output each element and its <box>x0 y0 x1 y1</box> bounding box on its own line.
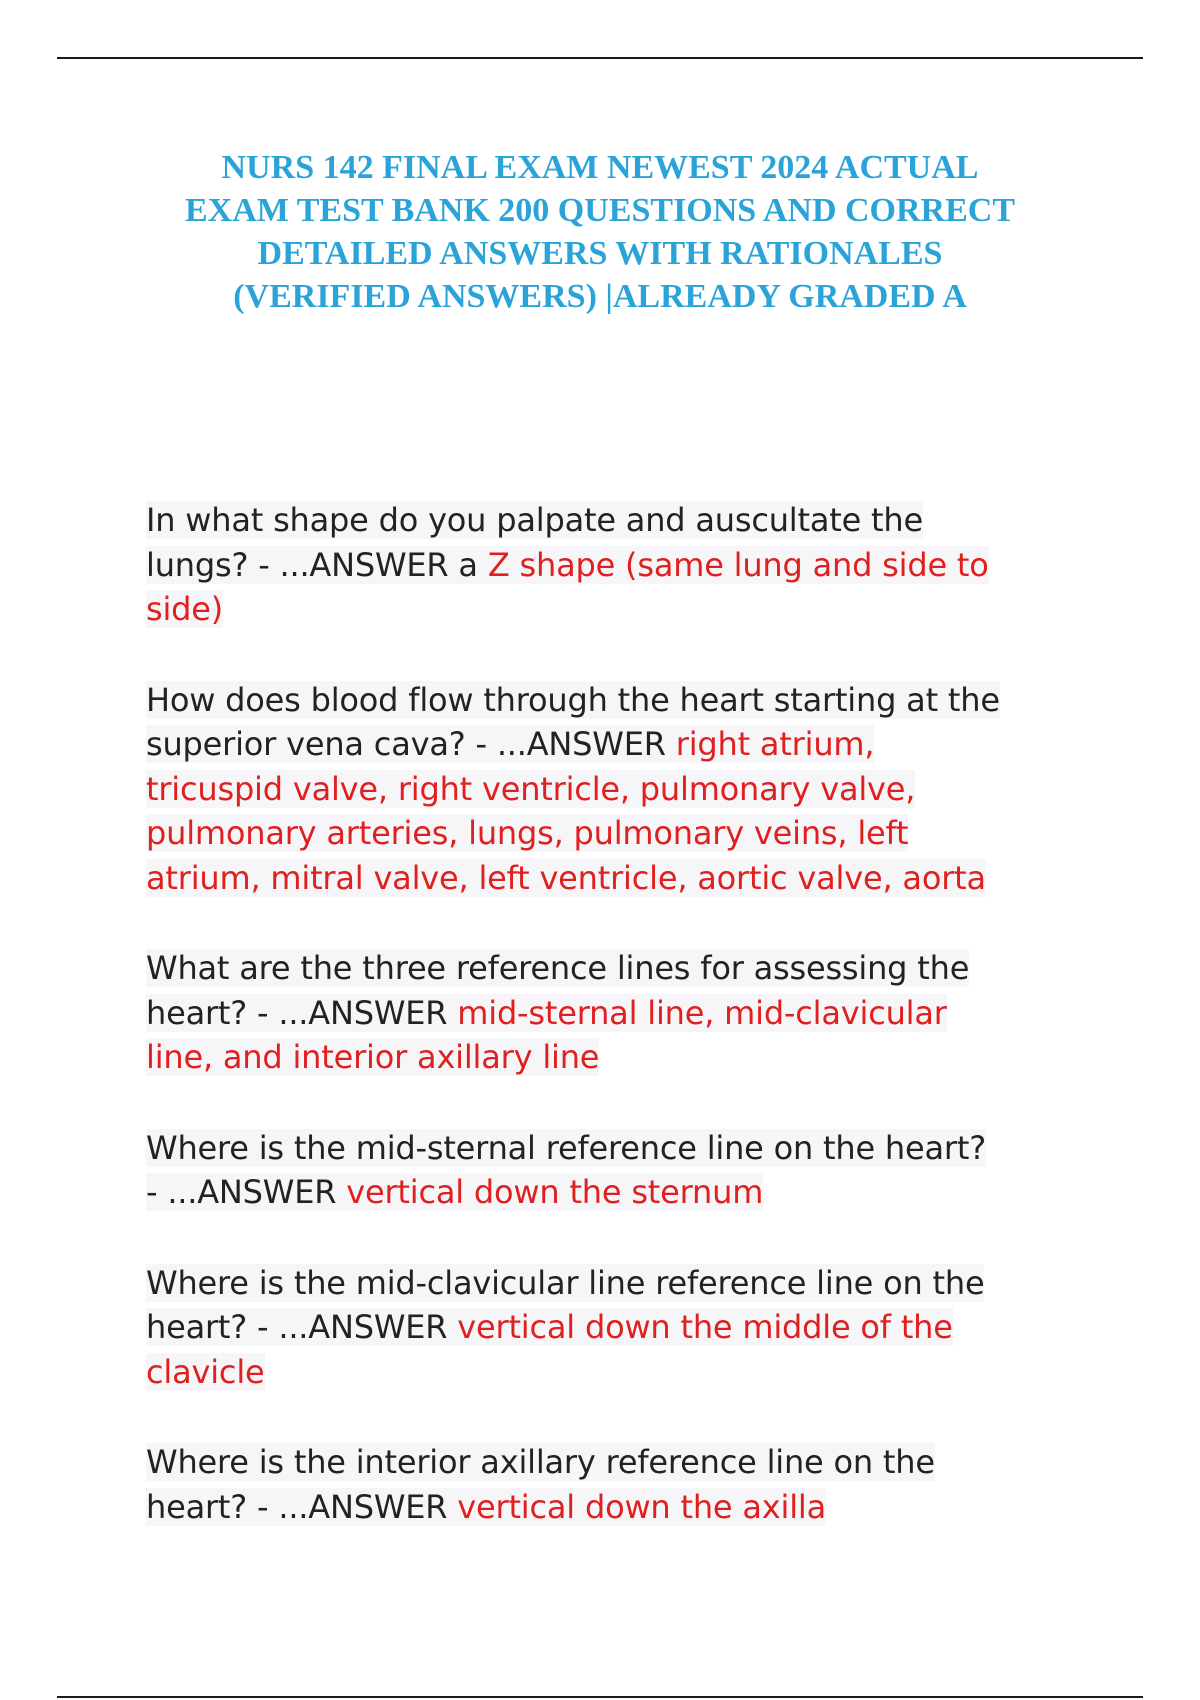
qa-line <box>146 1440 1046 1485</box>
question-text: lungs? - ...ANSWER a <box>146 545 488 584</box>
bottom-rule <box>57 1696 1143 1698</box>
title-line: (VERIFIED ANSWERS) |ALREADY GRADED A <box>233 278 967 315</box>
qa-line-highlight <box>146 501 923 539</box>
qa-line-highlight <box>146 725 874 763</box>
qa-line <box>146 1261 1046 1306</box>
question-text: Where is the mid-clavicular line reference line on the <box>146 1263 985 1302</box>
answer-text: vertical down the middle of the <box>457 1308 953 1346</box>
top-rule <box>57 57 1143 59</box>
question-text: Where is the mid-sternal reference line on the heart? <box>146 1128 986 1167</box>
answer-text: tricuspid valve, right ventricle, pulmonary valve, <box>146 769 916 808</box>
answer-text: mid-sternal line, mid-clavicular <box>457 993 947 1032</box>
question-text: superior vena cava? - ...ANSWER <box>146 725 676 763</box>
qa-line <box>146 991 1046 1036</box>
qa-line-highlight <box>146 814 908 852</box>
answer-text: right atrium, <box>675 725 875 763</box>
question-text: How does blood flow through the heart starting at the <box>146 680 1000 719</box>
answer-text: atrium, mitral valve, left ventricle, aortic valve, aorta <box>146 858 986 897</box>
title-line: DETAILED ANSWERS WITH RATIONALES <box>257 235 943 272</box>
qa-line <box>146 1485 1046 1530</box>
qa-line <box>146 587 1046 632</box>
answer-text: side) <box>146 590 224 628</box>
question-text: heart? - ...ANSWER <box>146 1308 458 1346</box>
qa-line <box>146 811 1046 856</box>
qa-line-highlight <box>146 859 986 897</box>
qa-line-highlight <box>146 546 989 584</box>
qa-line <box>146 1035 1046 1080</box>
qa-line <box>146 856 1046 901</box>
qa-line <box>146 678 1046 723</box>
qa-line <box>146 1126 1046 1171</box>
question-text: heart? - ...ANSWER <box>146 1487 458 1526</box>
answer-text: vertical down the sternum <box>346 1173 764 1211</box>
qa-item <box>146 946 1046 1080</box>
qa-item <box>146 1440 1046 1529</box>
qa-line-highlight <box>146 1308 953 1346</box>
qa-line <box>146 767 1046 812</box>
qa-item <box>146 1126 1046 1215</box>
answer-text: line, and interior axillary line <box>146 1038 600 1076</box>
qa-list <box>146 498 1046 1575</box>
question-text: In what shape do you palpate and auscultate the <box>146 501 923 539</box>
qa-item <box>146 1261 1046 1395</box>
qa-line-highlight <box>146 949 969 987</box>
title-line: EXAM TEST BANK 200 QUESTIONS AND CORRECT <box>184 192 1016 229</box>
question-text: What are the three reference lines for assessing the <box>146 949 970 987</box>
qa-line <box>146 1170 1046 1215</box>
qa-line <box>146 543 1046 588</box>
qa-line-highlight <box>146 1264 984 1302</box>
answer-text: clavicle <box>146 1352 265 1391</box>
qa-line-highlight <box>146 1443 935 1481</box>
qa-line <box>146 1305 1046 1350</box>
qa-line-highlight <box>146 994 947 1032</box>
question-text: - ...ANSWER <box>146 1173 347 1211</box>
title-line: NURS 142 FINAL EXAM NEWEST 2024 ACTUAL <box>221 149 979 186</box>
question-text: heart? - ...ANSWER <box>146 993 458 1032</box>
qa-line-highlight <box>146 770 915 808</box>
qa-line-highlight <box>146 590 223 628</box>
qa-line-highlight <box>146 1038 599 1076</box>
qa-line <box>146 1350 1046 1395</box>
qa-line <box>146 946 1046 991</box>
qa-item <box>146 498 1046 632</box>
qa-line-highlight <box>146 1353 265 1391</box>
qa-item <box>146 678 1046 901</box>
answer-text: vertical down the axilla <box>457 1487 826 1526</box>
qa-line <box>146 498 1046 543</box>
qa-line-highlight <box>146 1488 826 1526</box>
qa-line-highlight <box>146 681 1000 719</box>
question-text: Where is the interior axillary reference line on the <box>146 1443 935 1481</box>
qa-line-highlight <box>146 1129 986 1167</box>
answer-text: Z shape (same lung and side to <box>487 545 989 584</box>
qa-line-highlight <box>146 1173 763 1211</box>
answer-text: pulmonary arteries, lungs, pulmonary veins, left <box>146 814 909 852</box>
qa-line <box>146 722 1046 767</box>
document-title <box>100 146 1100 318</box>
